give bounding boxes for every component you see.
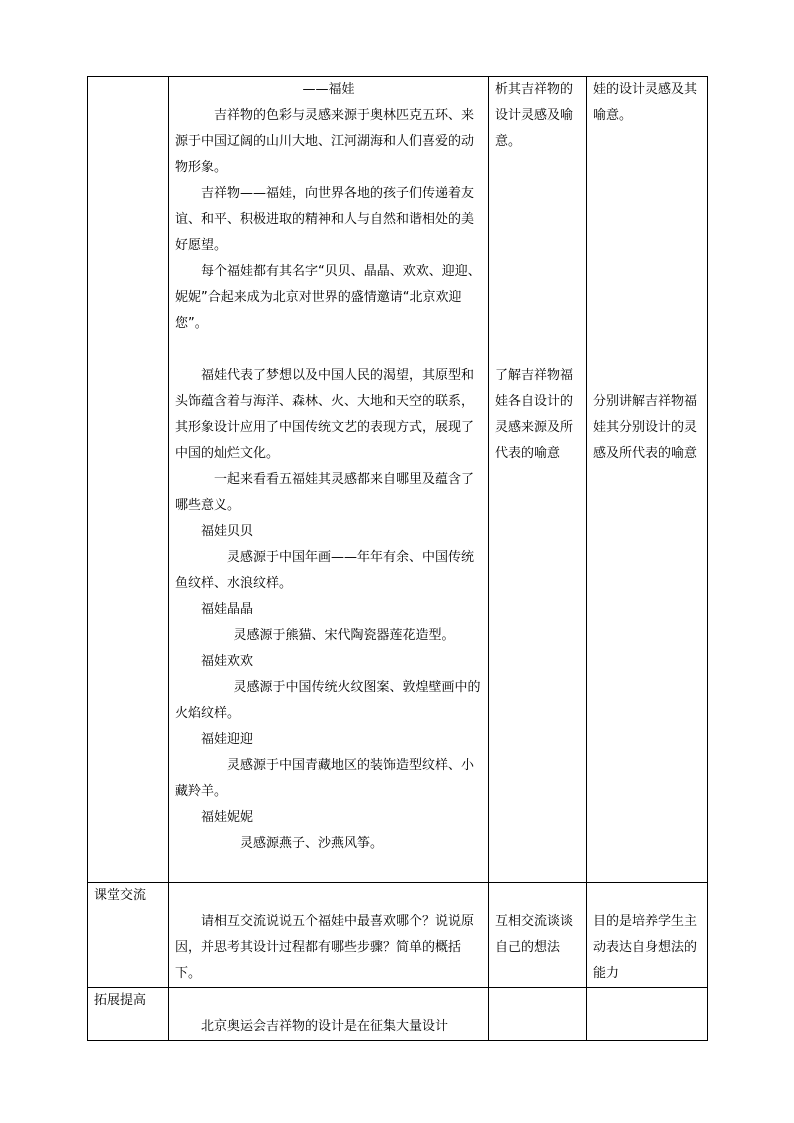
fuwa-name: 福娃贝贝 [201,524,254,539]
spacer [593,129,701,389]
stage-cell: 拓展提高 [88,988,169,1041]
fuwa-inspiration: 灵感源于熊猫、宋代陶瓷器莲花造型。 [233,628,455,643]
table-row [88,77,708,883]
fuwa-inspiration: 灵感源于中国年画——年年有余、中国传统鱼纹样、水浪纹样。 [175,550,475,591]
paragraph: 北京奥运会吉祥物的设计是在征集大量设计 [201,1019,449,1034]
paragraph: 请相互交流说说五个福娃中最喜欢哪个？说说原因，并思考其设计过程都有哪些步骤？简单的概括下。 [175,914,475,981]
content-cell [169,77,489,883]
student-activity-cell [489,883,587,988]
spacer [175,883,482,909]
content-cell [169,988,489,1041]
student-activity: 互相交流谈谈自己的想法 [495,914,574,955]
teacher-intent-cell [587,883,708,988]
lesson-table [87,76,708,1041]
teacher-intent: 分别讲解吉祥物福娃其分别设计的灵感及所代表的喻意 [593,394,698,461]
fuwa-name: 福娃妮妮 [201,810,254,825]
fuwa-name: 福娃欢欢 [201,654,254,669]
paragraph: 每个福娃都有其名字“贝贝、晶晶、欢欢、迎迎、妮妮”合起来成为北京对世界的盛情邀请“北京欢迎您”。 [175,264,481,331]
spacer [593,883,701,909]
spacer [495,155,580,363]
fuwa-inspiration: 灵感源于中国青藏地区的装饰造型纹样、小藏羚羊。 [175,758,475,799]
student-activity: 了解吉祥物福娃各自设计的灵感来源及所代表的喻意 [495,368,574,461]
paragraph: 吉祥物的色彩与灵感来源于奥林匹克五环、来源于中国辽阔的山川大地、江河湖海和人们喜爱的动物形象。 [175,108,475,175]
fuwa-heading: ——福娃 [302,82,355,97]
spacer [175,337,482,363]
teacher-intent-cell [587,988,708,1041]
paragraph: 吉祥物——福娃，向世界各地的孩子们传递着友谊、和平、积极进取的精神和人与自然和谐相处的美好愿望。 [175,186,475,253]
student-activity: 析其吉祥物的设计灵感及喻意。 [495,82,574,149]
fuwa-inspiration: 灵感源燕子、沙燕风筝。 [240,836,384,851]
spacer [495,883,580,909]
teacher-intent-cell [587,77,708,883]
stage-cell: 课堂交流 [88,883,169,988]
student-activity-cell [489,77,587,883]
content-cell [169,883,489,988]
paragraph: 福娃代表了梦想以及中国人民的渴望，其原型和头饰蕴含着与海洋、森林、火、大地和天空的联系，其形象设计应用了中国传统文艺的表现方式，展现了中国的灿烂文化。 [175,368,475,461]
paragraph: 一起来看看五福娃其灵感都来自哪里及蕴含了哪些意义。 [175,472,475,513]
spacer [175,988,482,1014]
student-activity-cell [489,988,587,1041]
fuwa-name: 福娃晶晶 [201,602,254,617]
teacher-intent: 娃的设计灵感及其喻意。 [593,82,698,123]
fuwa-name: 福娃迎迎 [201,732,254,747]
teacher-intent: 目的是培养学生主动表达自身想法的能力 [593,914,698,981]
stage-cell [88,77,169,883]
table-row [88,883,708,988]
table-row [88,988,708,1041]
fuwa-inspiration: 灵感源于中国传统火纹图案、敦煌壁画中的火焰纹样。 [175,680,481,721]
lesson-plan-page [87,76,708,1041]
